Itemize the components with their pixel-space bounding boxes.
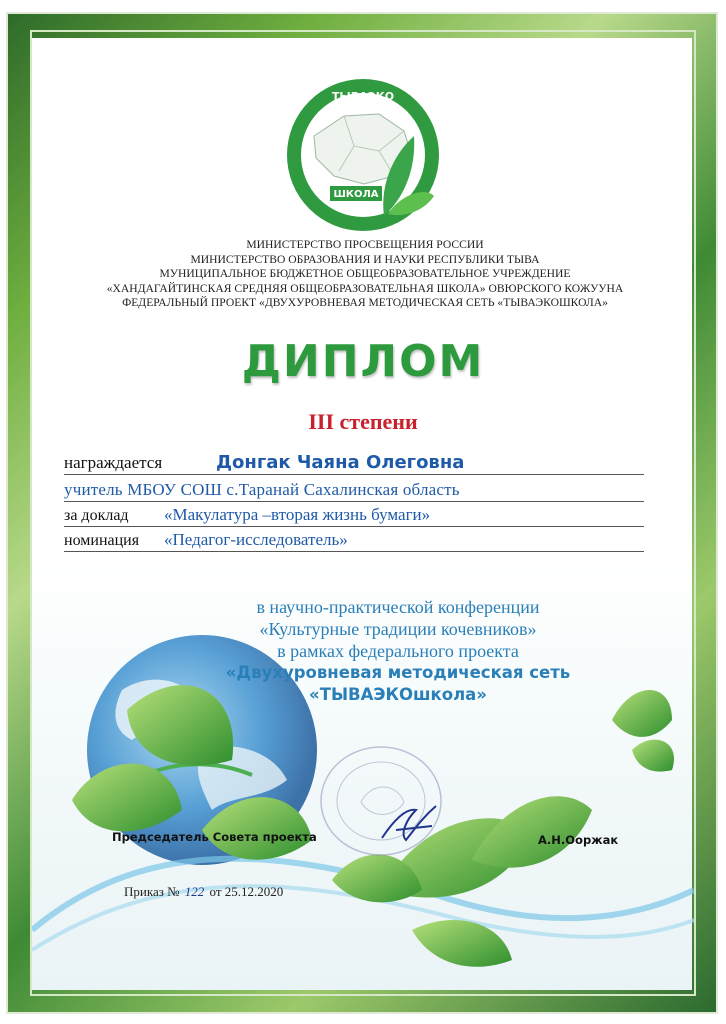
order-date: от 25.12.2020 — [209, 884, 284, 899]
header-line: МИНИСТЕРСТВО ПРОСВЕЩЕНИЯ РОССИИ — [246, 238, 484, 251]
recipient-name: Донгак Чаяна Олеговна — [216, 452, 465, 473]
awarded-label: награждается — [64, 453, 163, 472]
header-line: МИНИСТЕРСТВО ОБРАЗОВАНИЯ И НАУКИ РЕСПУБЛИКИ ТЫВА — [190, 252, 540, 266]
conference-line: в рамках федерального проекта — [277, 641, 519, 661]
logo-bottom-text: ШКОЛА — [333, 189, 379, 200]
header-line: ФЕДЕРАЛЬНЫЙ ПРОЕКТ «ДВУХУРОВНЕВАЯ МЕТОДИЧЕСКАЯ СЕТЬ «ТЫВАЭКОШКОЛА» — [122, 296, 608, 310]
issuer-header — [60, 238, 670, 311]
position-row — [64, 480, 644, 502]
nomination-row — [64, 530, 644, 552]
tyvaeco-school-logo — [284, 76, 442, 234]
nomination-value: «Педагог-исследователь» — [164, 530, 348, 549]
order-prefix: Приказ № — [124, 884, 180, 899]
report-label: за доклад — [64, 507, 129, 524]
nomination-label: номинация — [64, 532, 140, 549]
fill-line — [64, 501, 644, 502]
fill-line — [64, 526, 644, 527]
handwritten-signature — [376, 800, 446, 850]
header-line: «ХАНДАГАЙТИНСКАЯ СРЕДНЯЯ ОБЩЕОБРАЗОВАТЕЛЬНАЯ ШКОЛА» ОВЮРСКОГО КОЖУУНА — [106, 281, 624, 295]
conference-line: в научно-практической конференции — [256, 597, 540, 617]
project-name-end: «ТЫВАЭКОшкола» — [309, 685, 487, 704]
recipient-row — [64, 453, 644, 475]
chair-name: А.Н.Ооржак — [538, 833, 619, 847]
logo-top-text: ТЫВАЭКО — [331, 90, 395, 103]
fill-line — [64, 474, 644, 475]
diploma-title: ДИПЛОМ — [241, 336, 485, 387]
report-title: «Макулатура –вторая жизнь бумаги» — [164, 505, 431, 524]
conference-name: «Культурные традиции кочевников» — [259, 619, 537, 639]
diploma-degree: III степени — [308, 409, 418, 434]
project-name: «Двухуровневая методическая сеть — [225, 663, 571, 682]
chair-label: Председатель Совета проекта — [112, 830, 317, 844]
order-reference — [124, 884, 283, 900]
conference-block — [118, 596, 678, 706]
order-number: 122 — [184, 884, 205, 899]
fill-line — [64, 551, 644, 552]
report-row — [64, 505, 644, 527]
recipient-position: учитель МБОУ СОШ с.Таранай Сахалинская область — [64, 480, 460, 499]
header-line: МУНИЦИПАЛЬНОЕ БЮДЖЕТНОЕ ОБЩЕОБРАЗОВАТЕЛЬНОЕ УЧРЕЖДЕНИЕ — [159, 267, 571, 281]
